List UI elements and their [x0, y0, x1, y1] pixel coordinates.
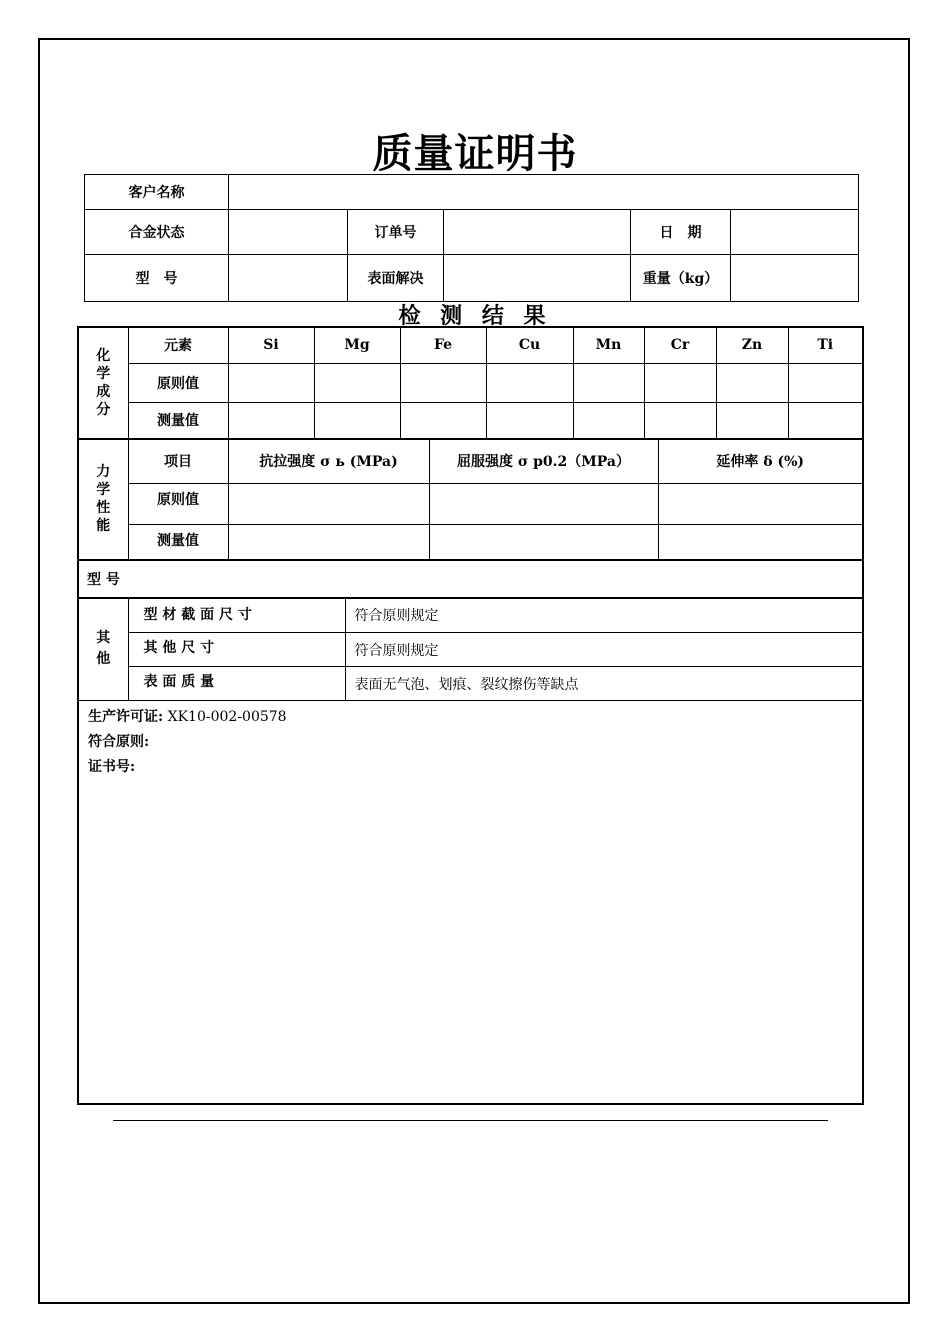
- element-mn: Mn: [573, 328, 644, 363]
- chem-std-cell[interactable]: [486, 363, 573, 402]
- model-value[interactable]: [229, 255, 348, 302]
- chem-meas-cell[interactable]: [400, 402, 486, 438]
- weight-label: 重量（kg）: [631, 255, 731, 302]
- standard-line: [88, 730, 853, 755]
- mech-meas-cell[interactable]: [429, 524, 658, 559]
- other-row-label: 其 他 尺 寸: [128, 632, 345, 666]
- chem-std-cell[interactable]: [573, 363, 644, 402]
- element-label: 元素: [128, 328, 228, 363]
- element-mg: Mg: [314, 328, 400, 363]
- document-title: 质量证明书: [372, 130, 578, 177]
- other-table: [79, 598, 862, 701]
- other-row-value: 符合原则规定: [345, 598, 862, 632]
- chem-meas-cell[interactable]: [486, 402, 573, 438]
- yield-header: 屈服强度 σ p0.2（MPa）: [429, 439, 658, 483]
- customer-label: 客户名称: [85, 175, 229, 210]
- mech-std-cell[interactable]: [228, 483, 429, 524]
- cert-line: [88, 755, 853, 780]
- surface-value[interactable]: [444, 255, 631, 302]
- other-row-label: 表 面 质 量: [128, 666, 345, 700]
- results-title: 检 测 结 果: [398, 303, 552, 329]
- alloy-label: 合金状态: [85, 210, 229, 255]
- other-row-value: 表面无气泡、划痕、裂纹擦伤等缺点: [345, 666, 862, 700]
- date-label: 日 期: [631, 210, 731, 255]
- footer-line: [113, 1120, 828, 1121]
- chem-meas-cell[interactable]: [716, 402, 788, 438]
- element-si: Si: [228, 328, 314, 363]
- mechanical-standard-label: 原则值: [128, 483, 228, 524]
- chem-meas-cell[interactable]: [573, 402, 644, 438]
- alloy-value[interactable]: [229, 210, 348, 255]
- chem-meas-cell[interactable]: [228, 402, 314, 438]
- cert-label: 证书号:: [88, 758, 136, 775]
- chem-std-cell[interactable]: [400, 363, 486, 402]
- date-value[interactable]: [731, 210, 859, 255]
- tensile-header: 抗拉强度 σ ь (MPa): [228, 439, 429, 483]
- chem-std-cell[interactable]: [788, 363, 862, 402]
- header-table: [84, 174, 859, 302]
- mech-std-cell[interactable]: [658, 483, 862, 524]
- license-label: 生产许可证:: [88, 708, 164, 725]
- mechanical-measured-label: 测量值: [128, 524, 228, 559]
- chemical-standard-label: 原则值: [128, 363, 228, 402]
- mech-meas-cell[interactable]: [228, 524, 429, 559]
- model-row-table: [79, 560, 862, 598]
- surface-label: 表面解决: [348, 255, 444, 302]
- license-value: XK10-002-00578: [163, 708, 287, 725]
- model-row-label: 型 号: [79, 560, 862, 597]
- elongation-header: 延伸率 δ (%): [658, 439, 862, 483]
- other-group-label: 其 他: [79, 598, 128, 700]
- element-zn: Zn: [716, 328, 788, 363]
- chem-std-cell[interactable]: [644, 363, 716, 402]
- other-row-value: 符合原则规定: [345, 632, 862, 666]
- chem-std-cell[interactable]: [228, 363, 314, 402]
- element-cu: Cu: [486, 328, 573, 363]
- chem-meas-cell[interactable]: [788, 402, 862, 438]
- chem-meas-cell[interactable]: [644, 402, 716, 438]
- mechanical-table: [79, 439, 862, 560]
- notes-section: [79, 701, 862, 780]
- other-row-label: 型 材 截 面 尺 寸: [128, 598, 345, 632]
- results-box: [77, 326, 864, 1105]
- chemical-table: [79, 328, 862, 439]
- chemical-group-label: 化 学 成 分: [79, 328, 128, 438]
- mech-std-cell[interactable]: [429, 483, 658, 524]
- order-label: 订单号: [348, 210, 444, 255]
- element-fe: Fe: [400, 328, 486, 363]
- mechanical-group-label: 力 学 性 能: [79, 439, 128, 559]
- license-line: [88, 705, 853, 730]
- standard-label: 符合原则:: [88, 733, 150, 750]
- weight-value[interactable]: [731, 255, 859, 302]
- mech-meas-cell[interactable]: [658, 524, 862, 559]
- chemical-measured-label: 测量值: [128, 402, 228, 438]
- element-cr: Cr: [644, 328, 716, 363]
- chem-std-cell[interactable]: [716, 363, 788, 402]
- chem-meas-cell[interactable]: [314, 402, 400, 438]
- item-label: 项目: [128, 439, 228, 483]
- chem-std-cell[interactable]: [314, 363, 400, 402]
- model-label: 型 号: [85, 255, 229, 302]
- element-ti: Ti: [788, 328, 862, 363]
- customer-value[interactable]: [229, 175, 859, 210]
- order-value[interactable]: [444, 210, 631, 255]
